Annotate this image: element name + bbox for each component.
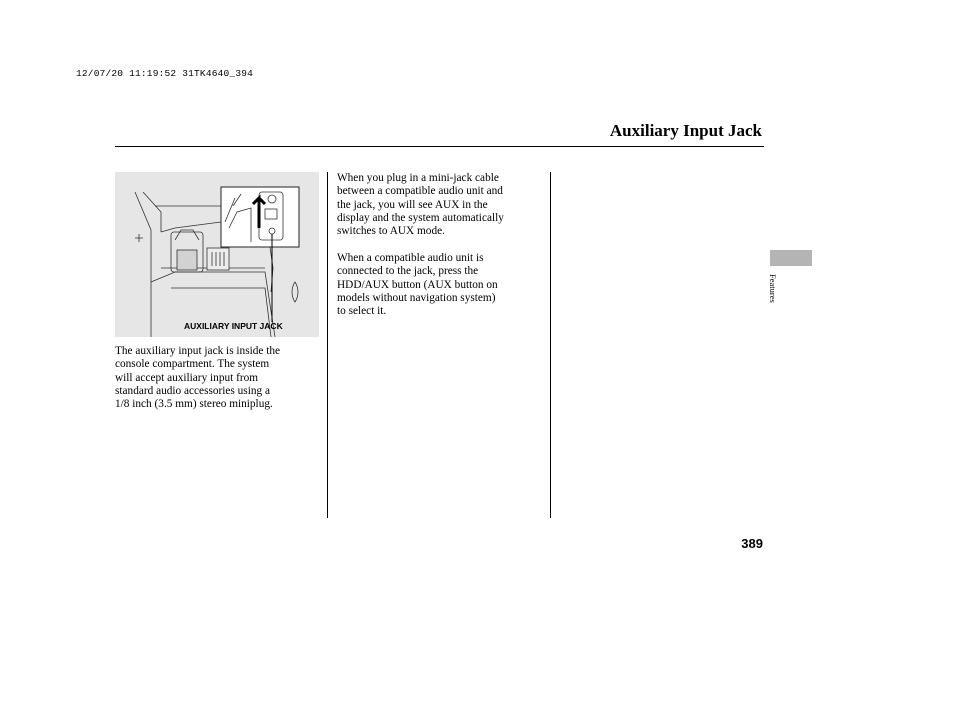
column-divider-right bbox=[550, 172, 551, 518]
section-tab bbox=[770, 250, 812, 266]
text-line: standard audio accessories using a bbox=[115, 384, 270, 397]
print-stamp: 12/07/20 11:19:52 31TK4640_394 bbox=[76, 68, 254, 79]
left-column-paragraph bbox=[115, 345, 280, 411]
page-title: Auxiliary Input Jack bbox=[609, 121, 762, 140]
middle-column-paragraph-2 bbox=[337, 252, 498, 318]
text-line: to select it. bbox=[337, 305, 387, 318]
text-line: 1/8 inch (3.5 mm) stereo miniplug. bbox=[115, 398, 273, 411]
page-number: 389 bbox=[741, 536, 763, 551]
text-line: the jack, you will see AUX in the bbox=[337, 198, 488, 211]
text-line: When a compatible audio unit is bbox=[337, 252, 484, 264]
text-line: will accept auxiliary input from bbox=[115, 371, 259, 384]
title-rule bbox=[115, 146, 764, 147]
middle-column-paragraph-1 bbox=[337, 172, 504, 238]
text-line: When you plug in a mini-jack cable bbox=[337, 172, 499, 184]
text-line: connected to the jack, press the bbox=[337, 265, 479, 278]
text-line: The auxiliary input jack is inside the bbox=[115, 345, 281, 357]
console-illustration bbox=[115, 172, 319, 337]
text-line: console compartment. The system bbox=[115, 358, 270, 371]
column-divider-left bbox=[327, 172, 328, 518]
console-drawing bbox=[115, 172, 319, 337]
text-line: models without navigation system) bbox=[337, 291, 496, 304]
figure-caption: AUXILIARY INPUT JACK bbox=[184, 321, 283, 331]
text-line: switches to AUX mode. bbox=[337, 225, 445, 238]
section-label: Features bbox=[768, 274, 778, 303]
text-line: between a compatible audio unit and bbox=[337, 185, 503, 198]
text-line: display and the system automatically bbox=[337, 211, 504, 224]
text-line: HDD/AUX button (AUX button on bbox=[337, 278, 498, 291]
